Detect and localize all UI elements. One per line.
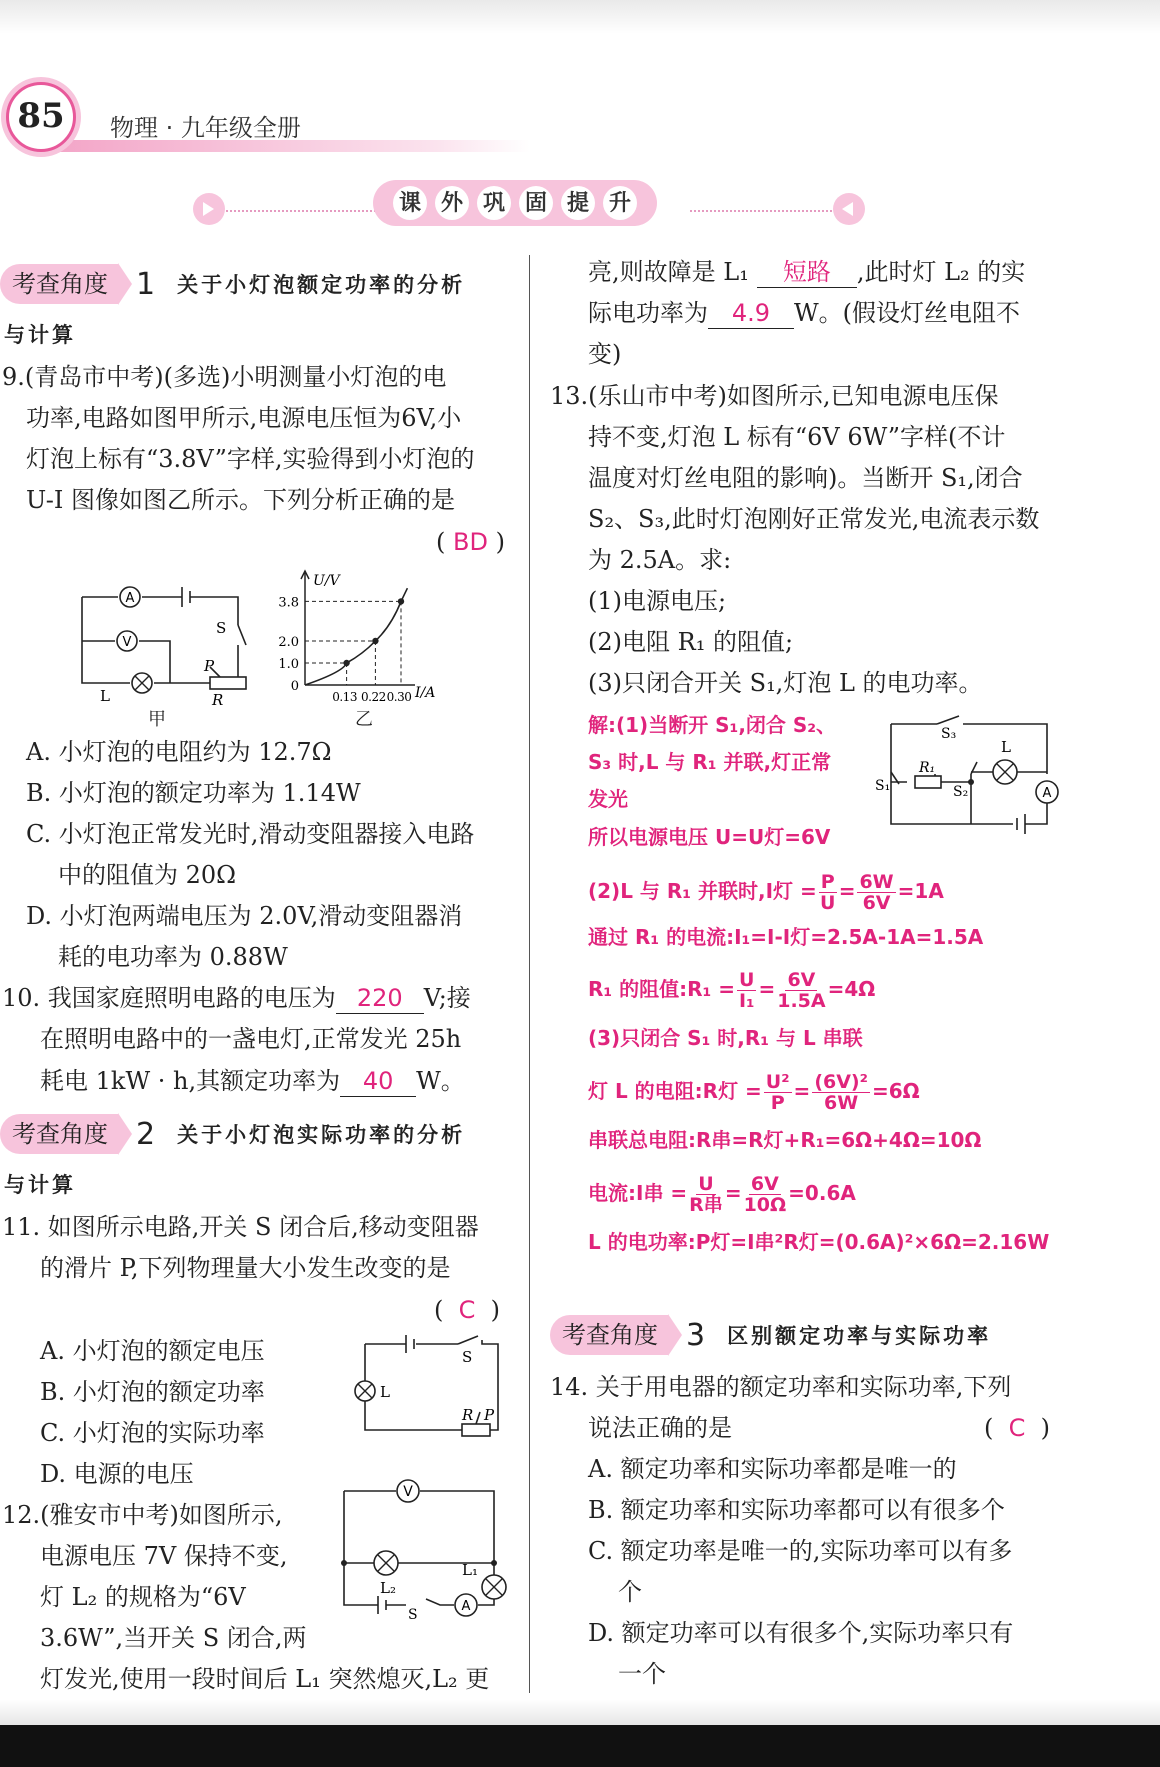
q9-ui-graph xyxy=(265,565,470,715)
data-point xyxy=(343,660,349,666)
q9-option-b: B. 小灯泡的额定功率为 1.14W xyxy=(26,779,361,807)
data-point xyxy=(398,598,404,604)
q10-line3: 耗电 1kW · h,其额定功率为 40 W。 xyxy=(40,1067,465,1095)
section-label: 考查角度 xyxy=(550,1315,668,1355)
section-tag-1 xyxy=(0,263,465,305)
q14-text: 14. 关于用电器的额定功率和实际功率,下列 xyxy=(550,1373,1012,1401)
q13-step4: R₁ 的阻值:R₁ = $\frac{U}{\text{I₁}}$ = $\frac{6V}{1.5A}$ =4Ω xyxy=(588,969,876,1012)
q13-solution-line: 解:(1)当断开 S₁,闭合 S₂、 xyxy=(588,713,837,737)
q9-rheostat-label: R xyxy=(212,691,224,709)
q10-answer-1: 220 xyxy=(336,983,424,1014)
q11-slider-label: P xyxy=(484,1406,495,1424)
q9-lamp-label: L xyxy=(100,687,110,705)
q12-ammeter-label: A xyxy=(461,1599,471,1614)
q14-option-b: B. 额定功率和实际功率都可以有很多个 xyxy=(588,1496,1005,1524)
banner-char: 提 xyxy=(561,186,595,220)
q14-answer: ( C ) xyxy=(984,1414,1051,1442)
q12-l1-label: L₁ xyxy=(462,1561,478,1579)
q9-switch-label: S xyxy=(216,619,227,637)
q10-line2: 在照明电路中的一盏电灯,正常发光 25h xyxy=(40,1025,462,1053)
section-title-cont: 与计算 xyxy=(4,1172,76,1197)
q13-step5: (3)只闭合 S₁ 时,R₁ 与 L 串联 xyxy=(588,1026,863,1050)
section-number: 1 xyxy=(136,266,156,302)
q9-ammeter-label: A xyxy=(125,591,135,606)
q12-text: 灯 L₂ 的规格为“6V xyxy=(40,1583,246,1611)
q13-s2-label: S₂ xyxy=(953,784,969,800)
q13-solution-line: S₃ 时,L 与 R₁ 并联,灯正常 xyxy=(588,750,832,774)
q13-solution-line: 所以电源电压 U=U灯=6V xyxy=(588,825,831,849)
q14-option-c-cont: 个 xyxy=(618,1578,642,1606)
q13-s1-label: S₁ xyxy=(875,778,891,794)
section-tag-3 xyxy=(550,1314,991,1356)
section-title-cont: 与计算 xyxy=(4,322,76,347)
q13-ammeter-label: A xyxy=(1042,786,1052,801)
banner-char: 巩 xyxy=(477,186,511,220)
banner-char: 外 xyxy=(435,186,469,220)
q9-option-c-cont: 中的阻值为 20Ω xyxy=(58,861,237,889)
section-label: 考查角度 xyxy=(0,264,118,304)
q9-text: 灯泡上标有“3.8V”字样,实验得到小灯泡的 xyxy=(26,445,475,473)
q12-cont-2: 际电功率为 4.9 W。(假设灯丝电阻不 xyxy=(588,299,1021,327)
q12-switch-label: S xyxy=(408,1607,418,1620)
q13-text: (2)电阻 R₁ 的阻值; xyxy=(588,628,794,656)
q12-cont-1: 亮,则故障是 L₁ 短路 ,此时灯 L₂ 的实 xyxy=(588,258,1026,286)
q12-text: 12.(雅安市中考)如图所示, xyxy=(2,1501,283,1529)
banner-arrow-right-icon xyxy=(833,193,865,225)
q14-option-a: A. 额定功率和实际功率都是唯一的 xyxy=(588,1455,957,1483)
ui-curve xyxy=(305,588,407,685)
bottom-bar xyxy=(0,1725,1160,1767)
y-axis-label: U/V xyxy=(313,573,340,589)
y-tick-label: 2.0 xyxy=(278,635,299,650)
q9-option-a: A. 小灯泡的电阻约为 12.7Ω xyxy=(26,738,332,766)
q11-option-a: A. 小灯泡的额定电压 xyxy=(40,1337,265,1365)
q11-circuit xyxy=(350,1330,510,1445)
q11-option-c: C. 小灯泡的实际功率 xyxy=(40,1419,265,1447)
q13-step9: L 的电功率:P灯=I串²R灯=(0.6A)²×6Ω=2.16W xyxy=(588,1230,1050,1254)
section-banner xyxy=(373,180,657,226)
q13-text: 温度对灯丝电阻的影响)。当断开 S₁,闭合 xyxy=(588,464,1023,492)
q11-rheostat-label: R xyxy=(462,1406,474,1424)
q11-switch-label: S xyxy=(462,1348,473,1366)
y-tick-label: 3.8 xyxy=(278,595,299,611)
section-label: 考查角度 xyxy=(0,1114,118,1154)
q12-answer-2: 4.9 xyxy=(708,298,794,329)
x-tick-label: 0.13 xyxy=(332,690,357,704)
top-shade xyxy=(0,0,1160,34)
q9-fig-jia-caption: 甲 xyxy=(148,709,166,730)
q11-option-b: B. 小灯泡的额定功率 xyxy=(40,1378,265,1406)
q13-text: (3)只闭合开关 S₁,灯泡 L 的电功率。 xyxy=(588,669,983,697)
banner-char: 课 xyxy=(393,186,427,220)
q9-option-d-cont: 耗的电功率为 0.88W xyxy=(58,943,288,971)
q9-text: 9.(青岛市中考)(多选)小明测量小灯泡的电 xyxy=(2,363,447,391)
book-title: 物理 · 九年级全册 xyxy=(110,114,301,142)
q9-fig-yi-caption: 乙 xyxy=(355,709,373,730)
data-point xyxy=(372,638,378,644)
q11-text: 11. 如图所示电路,开关 S 闭合后,移动变阻器 xyxy=(2,1213,479,1241)
q13-step8: 电流:I串 = $\frac{U}{\text{R串}}$ = $\frac{6V}{10\Omega}$ =0.6A xyxy=(588,1173,856,1216)
q13-step3: 通过 R₁ 的电流:I₁=I-I灯=2.5A-1A=1.5A xyxy=(588,925,984,949)
section-title: 关于小灯泡额定功率的分析 xyxy=(177,272,466,297)
q13-text: S₂、S₃,此时灯泡刚好正常发光,电流表示数 xyxy=(588,505,1040,533)
y-tick-label: 1.0 xyxy=(278,657,299,672)
q13-text: 持不变,灯泡 L 标有“6V 6W”字样(不计 xyxy=(588,423,1006,451)
q12-cont-3: 变) xyxy=(588,340,622,368)
q13-text: 13.(乐山市中考)如图所示,已知电源电压保 xyxy=(550,382,999,410)
q12-text: 电源电压 7V 保持不变, xyxy=(40,1542,288,1570)
banner-arrow-left-icon xyxy=(193,193,225,225)
q9-voltmeter-label: V xyxy=(122,635,132,650)
column-divider xyxy=(529,255,530,1693)
bottom-shade xyxy=(0,1700,1160,1725)
section-title: 区别额定功率与实际功率 xyxy=(727,1323,992,1348)
q13-lamp-label: L xyxy=(1001,738,1011,756)
q9-text: 功率,电路如图甲所示,电源电压恒为6V,小 xyxy=(26,404,462,432)
q9-text: U-I 图像如图乙所示。下列分析正确的是 xyxy=(26,486,456,514)
q13-step7: 串联总电阻:R串=R灯+R₁=6Ω+4Ω=10Ω xyxy=(588,1128,982,1152)
q13-text: (1)电源电压; xyxy=(588,587,727,615)
q14-option-d: D. 额定功率可以有很多个,实际功率只有 xyxy=(588,1619,1014,1647)
q10-answer-2: 40 xyxy=(340,1066,416,1097)
q11-answer: ( C ) xyxy=(434,1296,501,1324)
q9-slider-label: P xyxy=(204,657,215,675)
q9-option-d: D. 小灯泡两端电压为 2.0V,滑动变阻器消 xyxy=(26,902,463,930)
q13-step6: 灯 L 的电阻:R灯 = $\frac{\text{U²}}{P}$ = $\frac{\text{(6V)²}}{6W}$ =6Ω xyxy=(588,1071,920,1114)
x-tick-label: 0.30 xyxy=(386,690,412,704)
section-title: 关于小灯泡实际功率的分析 xyxy=(177,1122,466,1147)
q12-text: 灯发光,使用一段时间后 L₁ 突然熄灭,L₂ 更 xyxy=(40,1665,490,1693)
q13-step2: (2)L 与 R₁ 并联时,I灯 = $\frac{P}{U}$ = $\frac{6W}{6V}$ =1A xyxy=(588,871,944,914)
q13-r1-label: R₁ xyxy=(919,760,936,776)
q12-l2-label: L₂ xyxy=(380,1579,396,1597)
section-number: 2 xyxy=(136,1116,156,1152)
q12-voltmeter-label: V xyxy=(403,1484,413,1500)
q13-solution-line: 发光 xyxy=(588,787,628,811)
banner-char: 固 xyxy=(519,186,553,220)
q11-lamp-label: L xyxy=(380,1383,390,1401)
section-number: 3 xyxy=(686,1317,706,1353)
q13-text: 为 2.5A。求: xyxy=(588,546,732,574)
q13-circuit xyxy=(875,712,1065,837)
q12-answer-1: 短路 xyxy=(757,257,857,288)
y-tick-label: 0 xyxy=(290,679,299,694)
page-number: 85 xyxy=(6,82,76,152)
section-tag-2 xyxy=(0,1113,465,1155)
q12-circuit xyxy=(336,1475,516,1620)
x-tick-label: 0.22 xyxy=(361,690,386,704)
q10-line1: 10. 我国家庭照明电路的电压为 220 V;接 xyxy=(2,984,471,1012)
q9-answer: ( BD ) xyxy=(436,528,505,556)
q14-option-c: C. 额定功率是唯一的,实际功率可以有多 xyxy=(588,1537,1013,1565)
banner-line-left xyxy=(210,210,380,212)
x-axis-label: I/A xyxy=(415,685,436,701)
q11-text: 的滑片 P,下列物理量大小发生改变的是 xyxy=(40,1254,451,1282)
banner-char: 升 xyxy=(603,186,637,220)
q12-text: 3.6W”,当开关 S 闭合,两 xyxy=(40,1624,307,1652)
q9-option-c: C. 小灯泡正常发光时,滑动变阻器接入电路 xyxy=(26,820,475,848)
q14-text: 说法正确的是 xyxy=(588,1414,732,1442)
q11-option-d: D. 电源的电压 xyxy=(40,1460,194,1488)
q14-option-d-cont: 一个 xyxy=(618,1660,666,1688)
q9-circuit-jia xyxy=(70,575,250,715)
q13-s3-label: S₃ xyxy=(941,726,957,742)
